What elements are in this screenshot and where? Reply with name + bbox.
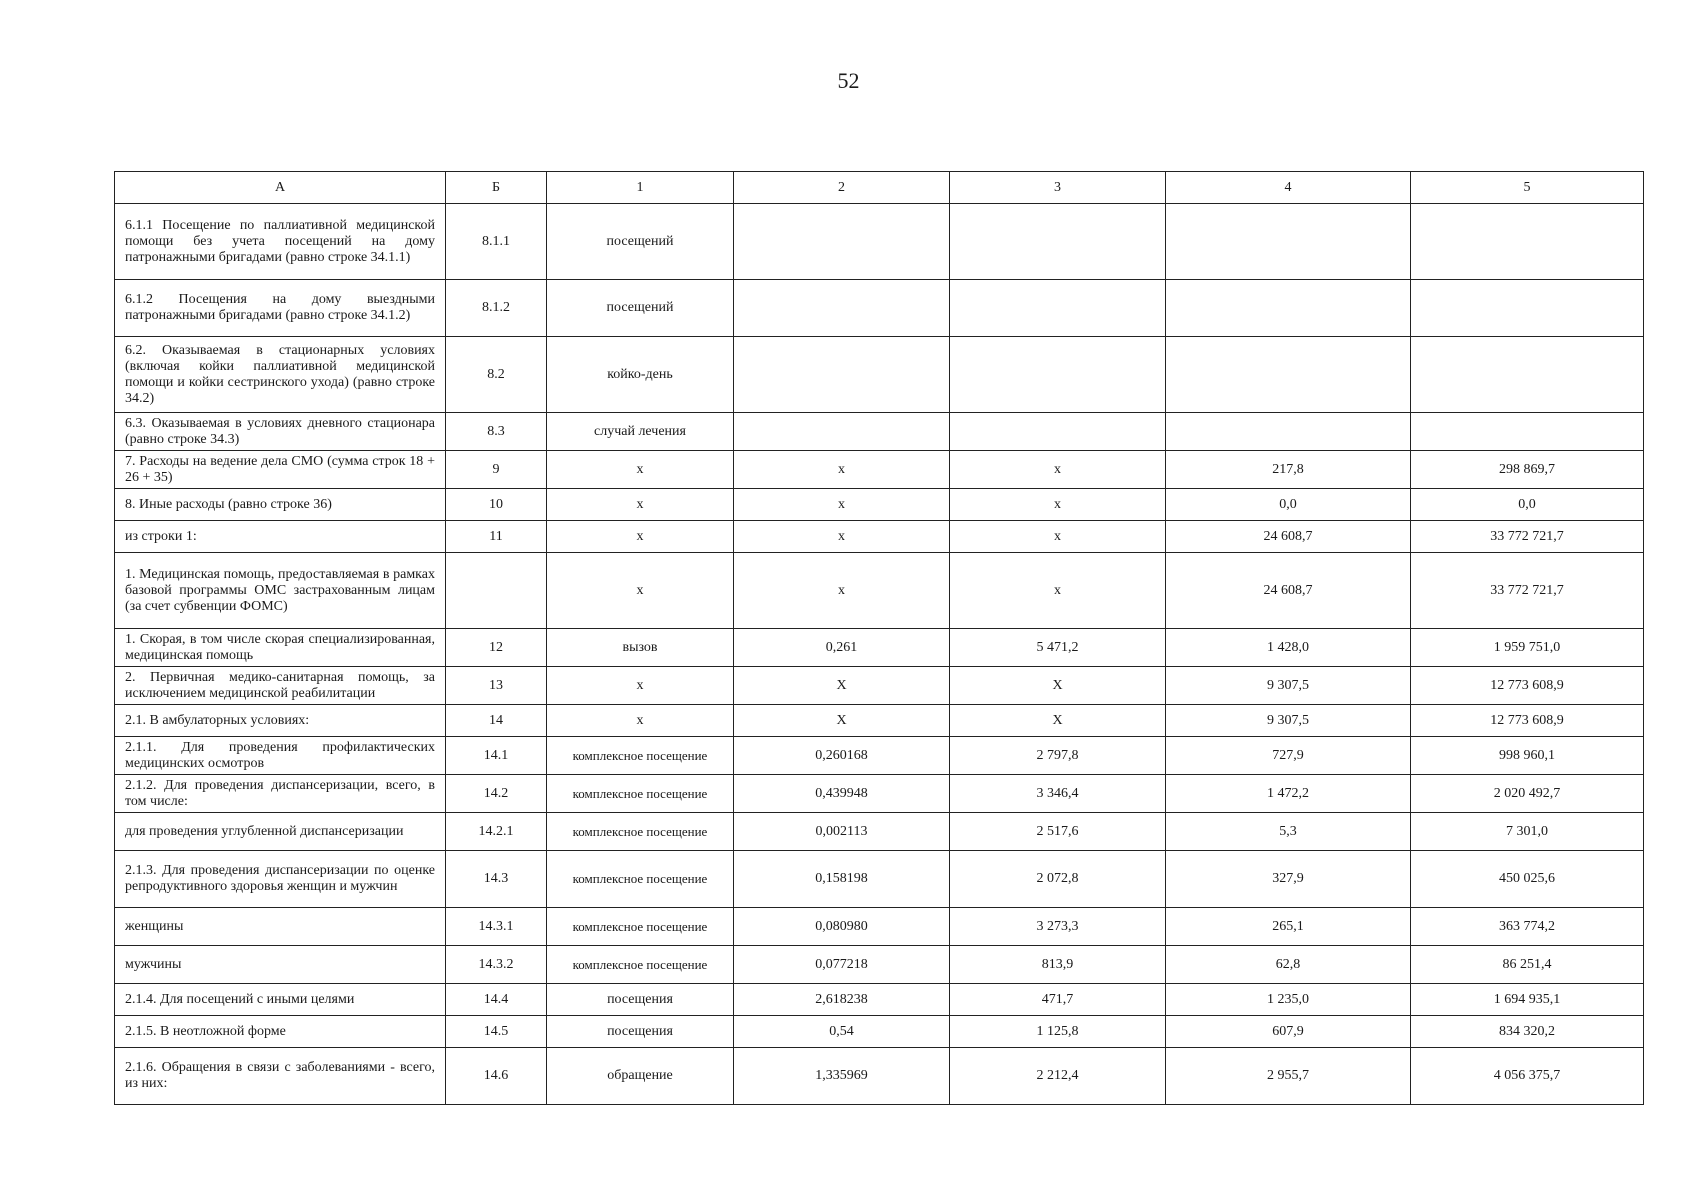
table-cell-a: для проведения углубленной диспансеризации [115, 813, 446, 851]
table-cell-c5 [1411, 413, 1644, 451]
table-cell-c4 [1166, 413, 1411, 451]
table-cell-c2 [734, 204, 950, 280]
table-cell-c5: 86 251,4 [1411, 946, 1644, 984]
table-cell-b: 8.3 [446, 413, 547, 451]
table-cell-c4: 9 307,5 [1166, 705, 1411, 737]
table-cell-a: 2.1.1. Для проведения профилактических медицинских осмотров [115, 737, 446, 775]
table-cell-a: 6.1.1 Посещение по паллиативной медицинской помощи без учета посещений на дому патронажными бригадами (равно строке 34.1.1) [115, 204, 446, 280]
table-cell-b: 11 [446, 521, 547, 553]
table-cell-a: 2.1.5. В неотложной форме [115, 1016, 446, 1048]
column-header-2: 2 [734, 172, 950, 204]
table-cell-a: 6.3. Оказываемая в условиях дневного стационара (равно строке 34.3) [115, 413, 446, 451]
table-row [115, 667, 1644, 705]
table-cell-b: 14.2.1 [446, 813, 547, 851]
table-cell-c2 [734, 413, 950, 451]
table-cell-c1: койко-день [547, 337, 734, 413]
table-cell-c1: х [547, 451, 734, 489]
table-cell-c4: 5,3 [1166, 813, 1411, 851]
table-row [115, 946, 1644, 984]
table-cell-c2: 0,080980 [734, 908, 950, 946]
table-cell-a: 6.1.2 Посещения на дому выездными патронажными бригадами (равно строке 34.1.2) [115, 280, 446, 337]
table-row [115, 521, 1644, 553]
column-header-3: 3 [950, 172, 1166, 204]
table-row [115, 851, 1644, 908]
table-row [115, 204, 1644, 280]
table-cell-c2: х [734, 521, 950, 553]
table-cell-c4 [1166, 337, 1411, 413]
table-cell-a: 6.2. Оказываемая в стационарных условиях (включая койки паллиативной медицинской помощи и койки сестринского ухода) (равно строке 34.2) [115, 337, 446, 413]
table-cell-c3: х [950, 521, 1166, 553]
table-cell-c3: 2 797,8 [950, 737, 1166, 775]
table-cell-c5: 834 320,2 [1411, 1016, 1644, 1048]
table-cell-b: 14.1 [446, 737, 547, 775]
table-row [115, 984, 1644, 1016]
table-cell-c5: 0,0 [1411, 489, 1644, 521]
table-cell-c1: посещения [547, 1016, 734, 1048]
table-cell-b: 14.4 [446, 984, 547, 1016]
table-row [115, 813, 1644, 851]
table-cell-c4: 62,8 [1166, 946, 1411, 984]
table-cell-b: 12 [446, 629, 547, 667]
table-row [115, 489, 1644, 521]
table-cell-c5: 33 772 721,7 [1411, 553, 1644, 629]
table-cell-b: 14.2 [446, 775, 547, 813]
table-cell-c4: 607,9 [1166, 1016, 1411, 1048]
table-cell-c2 [734, 280, 950, 337]
table-cell-c1: х [547, 489, 734, 521]
table-cell-a: мужчины [115, 946, 446, 984]
table-cell-c1: х [547, 667, 734, 705]
table-cell-a: 2.1.2. Для проведения диспансеризации, всего, в том числе: [115, 775, 446, 813]
table-cell-c1: посещений [547, 280, 734, 337]
table-cell-c1: х [547, 521, 734, 553]
table-cell-b: 9 [446, 451, 547, 489]
table-cell-c2: х [734, 451, 950, 489]
table-cell-a: женщины [115, 908, 446, 946]
table-cell-c1: комплексное посещение [547, 908, 734, 946]
table-cell-a: 2.1.6. Обращения в связи с заболеваниями - всего, из них: [115, 1048, 446, 1105]
table-row [115, 1016, 1644, 1048]
column-header-4: 4 [1166, 172, 1411, 204]
table-cell-c3: х [950, 451, 1166, 489]
column-header-5: 5 [1411, 172, 1644, 204]
table-cell-b: 8.1.1 [446, 204, 547, 280]
table-cell-c5: 998 960,1 [1411, 737, 1644, 775]
table-cell-c5: 7 301,0 [1411, 813, 1644, 851]
table-cell-a: 1. Скорая, в том числе скорая специализированная, медицинская помощь [115, 629, 446, 667]
table-cell-c3: Х [950, 705, 1166, 737]
table-cell-b: 14.3.2 [446, 946, 547, 984]
table-cell-c3: х [950, 489, 1166, 521]
table-cell-c2: 1,335969 [734, 1048, 950, 1105]
table-cell-c5 [1411, 337, 1644, 413]
table-cell-c2: 0,158198 [734, 851, 950, 908]
table-body [115, 204, 1644, 1105]
table-cell-c1: посещений [547, 204, 734, 280]
table-cell-b: 10 [446, 489, 547, 521]
table-cell-c5: 4 056 375,7 [1411, 1048, 1644, 1105]
table-cell-c1: комплексное посещение [547, 737, 734, 775]
column-header-b: Б [446, 172, 547, 204]
table-cell-c5 [1411, 280, 1644, 337]
table-cell-b: 14.6 [446, 1048, 547, 1105]
column-header-1: 1 [547, 172, 734, 204]
table-cell-a: 2.1.4. Для посещений с иными целями [115, 984, 446, 1016]
table-cell-c5: 298 869,7 [1411, 451, 1644, 489]
table-cell-c5: 12 773 608,9 [1411, 667, 1644, 705]
table-cell-c4: 217,8 [1166, 451, 1411, 489]
table-cell-a: 2.1. В амбулаторных условиях: [115, 705, 446, 737]
table-cell-c2 [734, 337, 950, 413]
table-cell-b: 14.5 [446, 1016, 547, 1048]
table-cell-c3 [950, 204, 1166, 280]
table-cell-c1: вызов [547, 629, 734, 667]
table-cell-a: 2. Первичная медико-санитарная помощь, за исключением медицинской реабилитации [115, 667, 446, 705]
table-cell-c2: х [734, 553, 950, 629]
table-cell-c5: 363 774,2 [1411, 908, 1644, 946]
table-row [115, 737, 1644, 775]
table-cell-c5: 1 959 751,0 [1411, 629, 1644, 667]
table-cell-c1: х [547, 553, 734, 629]
table-cell-c2: 0,261 [734, 629, 950, 667]
table-cell-b [446, 553, 547, 629]
table-cell-c2: Х [734, 705, 950, 737]
table-row [115, 553, 1644, 629]
table-cell-c1: случай лечения [547, 413, 734, 451]
table-row [115, 775, 1644, 813]
table-cell-a: 1. Медицинская помощь, предоставляемая в рамках базовой программы ОМС застрахованным лицам (за счет субвенции ФОМС) [115, 553, 446, 629]
table-cell-c2: х [734, 489, 950, 521]
table-cell-c4: 1 235,0 [1166, 984, 1411, 1016]
table-cell-c4: 0,0 [1166, 489, 1411, 521]
table-cell-c3: 3 346,4 [950, 775, 1166, 813]
table-cell-c5: 12 773 608,9 [1411, 705, 1644, 737]
table-cell-c1: х [547, 705, 734, 737]
table-row [115, 629, 1644, 667]
table-cell-c4: 265,1 [1166, 908, 1411, 946]
table-cell-c3: х [950, 553, 1166, 629]
table-cell-c3: 2 517,6 [950, 813, 1166, 851]
table-cell-c4: 327,9 [1166, 851, 1411, 908]
table-row [115, 413, 1644, 451]
table-cell-c2: 0,54 [734, 1016, 950, 1048]
table-cell-c4 [1166, 204, 1411, 280]
table-cell-c5: 1 694 935,1 [1411, 984, 1644, 1016]
table-cell-c1: обращение [547, 1048, 734, 1105]
table-cell-c4: 24 608,7 [1166, 553, 1411, 629]
table-cell-c3 [950, 280, 1166, 337]
table-cell-c5 [1411, 204, 1644, 280]
table-cell-a: из строки 1: [115, 521, 446, 553]
table-cell-c5: 33 772 721,7 [1411, 521, 1644, 553]
table-cell-c3: 2 072,8 [950, 851, 1166, 908]
table-cell-c2: 2,618238 [734, 984, 950, 1016]
table-row [115, 280, 1644, 337]
table-cell-c4: 727,9 [1166, 737, 1411, 775]
table-cell-c2: 0,260168 [734, 737, 950, 775]
table-row [115, 1048, 1644, 1105]
table-cell-c4: 9 307,5 [1166, 667, 1411, 705]
table-cell-c2: 0,002113 [734, 813, 950, 851]
page-number: 52 [837, 68, 860, 93]
table-cell-c3: 3 273,3 [950, 908, 1166, 946]
table-cell-c3: 1 125,8 [950, 1016, 1166, 1048]
table-cell-c4: 1 472,2 [1166, 775, 1411, 813]
table-cell-c1: посещения [547, 984, 734, 1016]
table-cell-c3 [950, 413, 1166, 451]
table-cell-c3: 2 212,4 [950, 1048, 1166, 1105]
table-cell-b: 14.3 [446, 851, 547, 908]
table-cell-b: 8.2 [446, 337, 547, 413]
table-cell-b: 8.1.2 [446, 280, 547, 337]
table-cell-c2: Х [734, 667, 950, 705]
table-cell-c1: комплексное посещение [547, 851, 734, 908]
table-cell-c1: комплексное посещение [547, 813, 734, 851]
budget-table [114, 171, 1644, 1105]
table-cell-c3: 813,9 [950, 946, 1166, 984]
table-cell-c5: 450 025,6 [1411, 851, 1644, 908]
table-cell-a: 8. Иные расходы (равно строке 36) [115, 489, 446, 521]
table-cell-c4: 2 955,7 [1166, 1048, 1411, 1105]
table-cell-a: 2.1.3. Для проведения диспансеризации по оценке репродуктивного здоровья женщин и мужчин [115, 851, 446, 908]
table-cell-c5: 2 020 492,7 [1411, 775, 1644, 813]
table-cell-c2: 0,439948 [734, 775, 950, 813]
table-cell-c4: 24 608,7 [1166, 521, 1411, 553]
table-cell-c2: 0,077218 [734, 946, 950, 984]
table-header-row [115, 172, 1644, 204]
table-cell-c1: комплексное посещение [547, 946, 734, 984]
table-cell-b: 13 [446, 667, 547, 705]
table-cell-c3: 5 471,2 [950, 629, 1166, 667]
table-cell-c3: 471,7 [950, 984, 1166, 1016]
table-cell-a: 7. Расходы на ведение дела СМО (сумма строк 18 + 26 + 35) [115, 451, 446, 489]
table-cell-c3 [950, 337, 1166, 413]
table-row [115, 337, 1644, 413]
table-cell-c4: 1 428,0 [1166, 629, 1411, 667]
table-cell-c3: Х [950, 667, 1166, 705]
column-header-a: А [115, 172, 446, 204]
table-row [115, 908, 1644, 946]
table-cell-c1: комплексное посещение [547, 775, 734, 813]
table-cell-b: 14.3.1 [446, 908, 547, 946]
table-cell-c4 [1166, 280, 1411, 337]
table-cell-b: 14 [446, 705, 547, 737]
table-row [115, 705, 1644, 737]
table-row [115, 451, 1644, 489]
